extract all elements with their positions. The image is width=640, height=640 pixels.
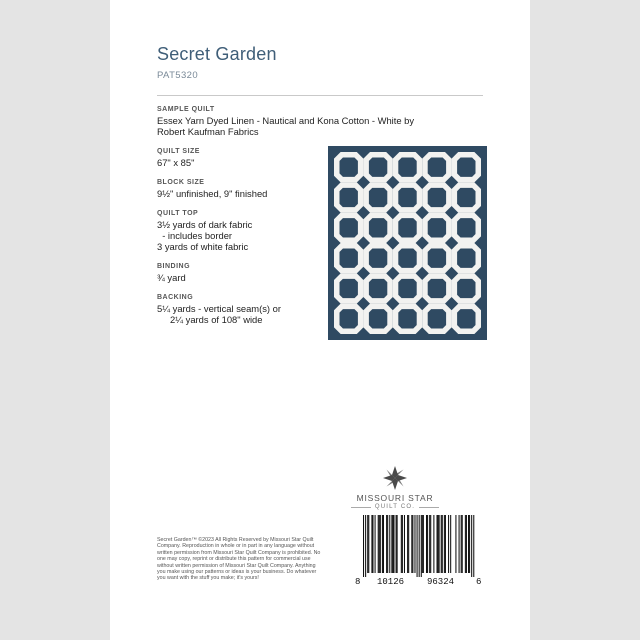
barcode-bar (401, 515, 402, 573)
star-logo-icon (382, 465, 408, 491)
barcode-bar (378, 515, 379, 573)
barcode-bar (455, 515, 456, 573)
barcode-bar (469, 515, 470, 573)
barcode-bar (419, 515, 420, 577)
barcode-digit-check: 6 (476, 577, 482, 587)
barcode-bar (402, 515, 403, 573)
spec-label: SAMPLE QUILT (157, 106, 215, 113)
spec-value-line: 3½ yards of dark fabric (157, 219, 253, 230)
barcode-bar (375, 515, 376, 573)
spec-label: QUILT SIZE (157, 148, 200, 155)
barcode-bars (355, 513, 483, 577)
barcode-bar (387, 515, 388, 573)
barcode-bar (404, 515, 405, 573)
spec-label: QUILT TOP (157, 210, 199, 217)
barcode-bar (430, 515, 431, 573)
spec-value-line: Essex Yarn Dyed Linen - Nautical and Kona Cotton - White by (157, 115, 415, 126)
barcode-bar (408, 515, 409, 573)
barcode-bar (393, 515, 394, 573)
barcode-bar (417, 515, 418, 577)
barcode-digits (355, 577, 483, 591)
barcode-bar (365, 515, 366, 577)
barcode-bar (466, 515, 467, 573)
barcode-bar (427, 515, 428, 573)
barcode-bar (382, 515, 383, 573)
spec-value-line: Robert Kaufman Fabrics (157, 126, 259, 137)
barcode-bar (441, 515, 442, 573)
barcode-bar (468, 515, 469, 573)
barcode-bar (389, 515, 390, 573)
barcode-bar (429, 515, 430, 573)
pattern-back-cover (110, 0, 530, 640)
copyright-notice: Secret Garden™ ©2023 All Rights Reserved by Missouri Star Quilt Company. Reproduction in whole or in part in any language without written permission from Missouri Star Quilt Company is prohibited. No one may copy, reprint or distribute this pattern for commercial use without written permission of Missouri Star Quilt Company. Anything you make using our patterns or ideas is your business. Do whatever you want with the stuff you make; it's yours! (157, 537, 321, 582)
barcode-bar (433, 515, 434, 573)
brand-logo (340, 465, 450, 510)
barcode-bar (397, 515, 398, 573)
quilt-image (328, 146, 487, 340)
barcode-bar (392, 515, 393, 573)
pattern-code: PAT5320 (157, 70, 198, 81)
spec-label: BINDING (157, 263, 191, 270)
barcode-bar (372, 515, 373, 573)
spec-value-line: 2¼ yards of 108" wide (157, 314, 263, 325)
barcode-bar (407, 515, 408, 573)
barcode-bar (444, 515, 445, 573)
barcode-bar (391, 515, 392, 573)
barcode-bar (386, 515, 387, 573)
pattern-title: Secret Garden (157, 44, 277, 64)
barcode-bar (471, 515, 472, 577)
barcode-bar (368, 515, 369, 573)
barcode-bar (422, 515, 423, 573)
barcode-bar (462, 515, 463, 573)
barcode-bar (423, 515, 424, 573)
brand-subtitle: QUILT CO. (340, 504, 450, 510)
barcode-bar (439, 515, 440, 573)
barcode-bar (473, 515, 474, 577)
spec-value-line: 3 yards of white fabric (157, 241, 249, 252)
barcode-bar (437, 515, 438, 573)
spec-value-line: 5¼ yards - vertical seam(s) or (157, 303, 281, 314)
spec-value-line: - includes border (157, 230, 233, 241)
barcode-bar (383, 515, 384, 573)
barcode-bar (412, 515, 413, 573)
spec-label: BLOCK SIZE (157, 179, 205, 186)
brand-name: MISSOURI STAR (356, 493, 434, 503)
barcode-bar (380, 515, 381, 573)
barcode-bar (379, 515, 380, 573)
barcode-bar (367, 515, 368, 573)
barcode-bar (459, 515, 460, 573)
spec-sample-quilt (157, 106, 457, 137)
title-divider (157, 95, 483, 96)
barcode-bar (396, 515, 397, 573)
barcode-bar (426, 515, 427, 573)
barcode-bar (445, 515, 446, 573)
barcode-bar (438, 515, 439, 573)
spec-label: BACKING (157, 294, 194, 301)
barcode-digits-right: 96324 (427, 577, 455, 587)
barcode-digit-lead: 8 (355, 577, 361, 587)
barcode-digits-left: 10126 (377, 577, 405, 587)
barcode-bar (421, 515, 422, 577)
barcode-bar (442, 515, 443, 573)
barcode-bar (448, 515, 449, 573)
upc-barcode (355, 513, 483, 597)
spec-value-line: 9½" unfinished, 9" finished (157, 188, 268, 199)
barcode-bar (465, 515, 466, 573)
barcode-bar (414, 515, 415, 573)
barcode-bar (363, 515, 364, 577)
barcode-bar (411, 515, 412, 573)
barcode-bar (461, 515, 462, 573)
barcode-bar (371, 515, 372, 573)
spec-value-line: ¾ yard (157, 272, 186, 283)
barcode-bar (450, 515, 451, 573)
spec-value-line: 67" x 85" (157, 157, 195, 168)
